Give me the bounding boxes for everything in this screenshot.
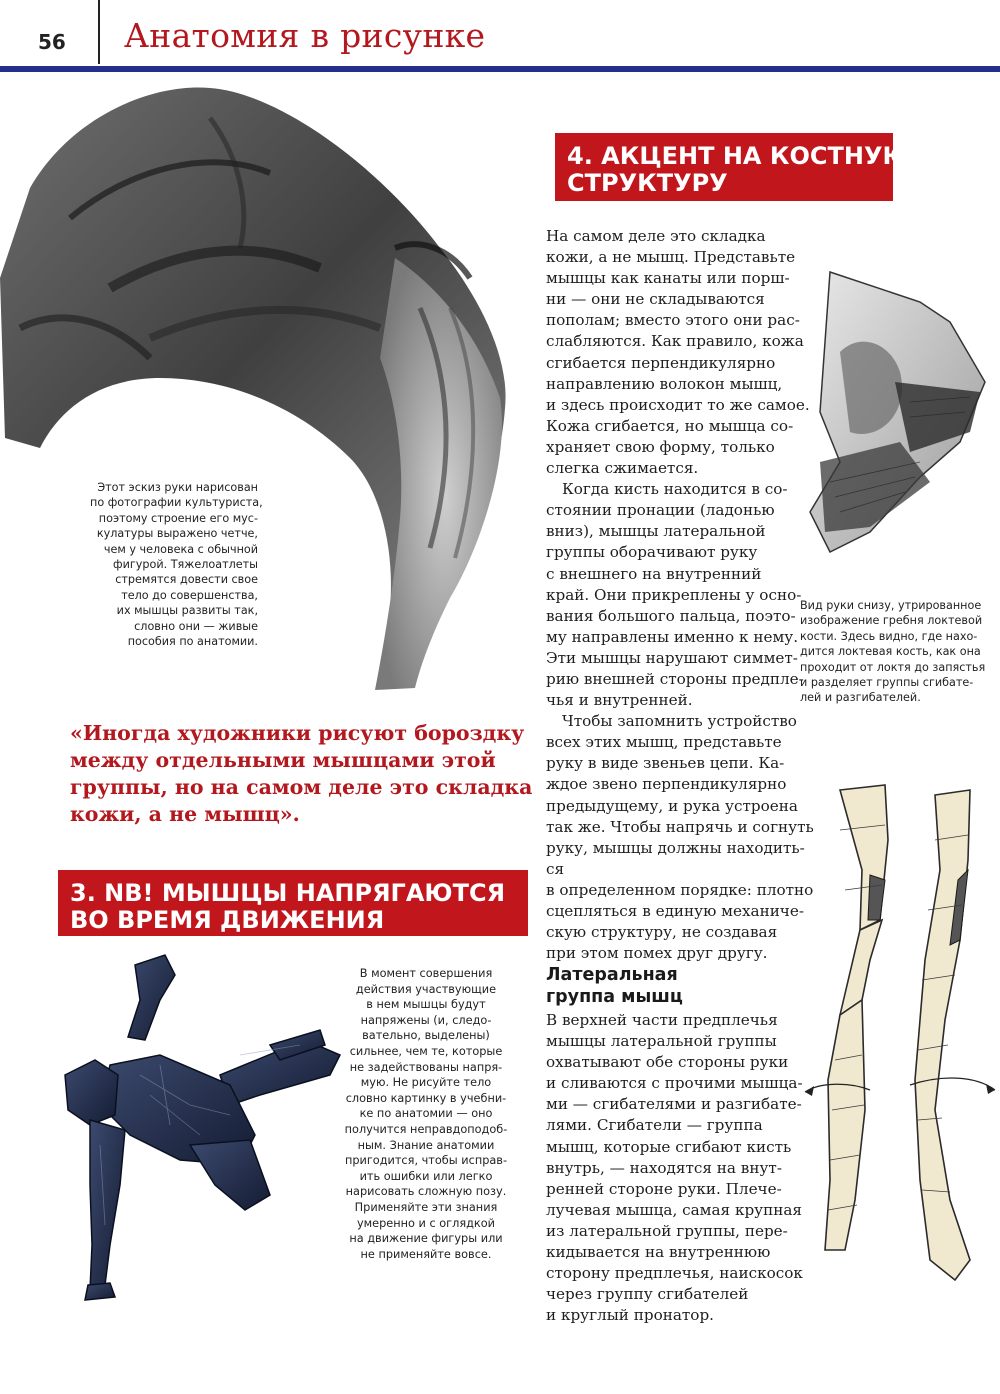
text-line: из латеральной группы, пере- [546, 1221, 788, 1240]
caption-line: фигурой. Тяжелоатлеты [113, 558, 258, 572]
text-line: лучевая мышца, самая крупная [546, 1200, 802, 1219]
section3-heading [58, 870, 528, 936]
text-line: лями. Сгибатели — группа [546, 1116, 763, 1135]
pull-quote [70, 720, 532, 828]
heading-line: СТРУКТУРУ [567, 169, 728, 197]
caption-line: тело до совершенства, [121, 588, 258, 602]
subhead-line: группа мышц [546, 987, 683, 1007]
arm-segments-illustration [800, 780, 1000, 1300]
text-line: кидывается на внутреннюю [546, 1243, 771, 1262]
quote-line: «Иногда художники рисуют бороздку [70, 721, 525, 745]
caption-line: в нем мышцы будут [366, 998, 486, 1012]
text-line: ренней стороне руки. Плече- [546, 1179, 782, 1198]
lateral-group-subhead [546, 964, 683, 1008]
caption-line: мую. Не рисуйте тело [360, 1076, 492, 1090]
text-line: На самом деле это складка [546, 227, 766, 245]
quote-line: группы, но на самом деле это складка [70, 775, 533, 799]
text-line: ми — сгибателями и разгибате- [546, 1095, 802, 1114]
subhead-line: Латеральная [546, 965, 678, 985]
text-line: с внешнего на внутренний [546, 564, 762, 583]
caption-line: стремятся довести свое [115, 573, 258, 587]
text-line: группы оборачивают руку [546, 543, 758, 562]
caption-line: изображение гребня локтевой [800, 614, 983, 628]
caption-line: не задействованы напря- [349, 1060, 503, 1074]
header-bar [0, 66, 1000, 72]
forearm-caption [800, 598, 985, 706]
text-line: слабляются. Как правило, кожа [546, 332, 804, 351]
caption-line: словно они — живые [134, 619, 258, 633]
caption-line: дится локтевая кость, как она [800, 645, 981, 659]
text-line: пополам; вместо этого они рас- [546, 311, 800, 330]
text-line: мышцы как канаты или порш- [546, 269, 790, 288]
arm-sketch-caption [90, 480, 263, 649]
caption-line: пособия по анатомии. [127, 635, 258, 649]
text-line: ся [546, 859, 565, 878]
page-title: Анатомия в рисунке [124, 16, 486, 55]
text-line: Когда кисть находится в со- [562, 480, 788, 499]
text-line: му направлены именно к нему. [546, 627, 799, 646]
caption-line: по фотографии культуриста, [90, 496, 263, 510]
heading-line: ВО ВРЕМЯ ДВИЖЕНИЯ [70, 906, 385, 934]
caption-line: их мышцы развиты так, [116, 604, 258, 618]
forearm-underside-illustration [800, 262, 1000, 562]
caption-line: чем у человека с обычной [103, 542, 258, 556]
caption-line: ке по анатомии — оно [359, 1107, 493, 1121]
paragraph [546, 226, 810, 479]
caption-line: кости. Здесь видно, где нахо- [800, 629, 978, 643]
caption-line: проходит от локтя до запястья [800, 660, 986, 674]
caption-line: вательно, выделены) [362, 1029, 490, 1043]
caption-line: словно картинку в учебни- [345, 1091, 507, 1105]
paragraph [546, 711, 814, 964]
caption-line: поэтому строение его мус- [98, 511, 258, 525]
heading-line: 3. NB! МЫШЦЫ НАПРЯГАЮТСЯ [70, 879, 506, 907]
text-line: слегка сжимается. [546, 459, 699, 478]
caption-line: на движение фигуры или [349, 1232, 503, 1246]
text-line: и здесь происходит то же самое. [546, 395, 810, 414]
quote-line: между отдельными мышцами этой [70, 748, 496, 772]
text-line: В верхней части предплечья [546, 1011, 778, 1029]
caption-line: нарисовать сложную позу. [345, 1185, 507, 1199]
page-number: 56 [38, 30, 66, 54]
caption-line: В момент совершения [359, 967, 493, 980]
text-line: и сливаются с прочими мышца- [546, 1074, 803, 1093]
text-line: предыдущему, и рука устроена [546, 796, 798, 815]
text-line: рию внешней стороны предпле- [546, 669, 804, 688]
caption-line: кулатуры выражено четче, [96, 527, 258, 541]
text-line: ждое звено перпендикулярно [546, 775, 787, 794]
text-line: при этом помех друг другу. [546, 944, 768, 963]
caption-line: ным. Знание анатомии [357, 1138, 495, 1152]
caption-line: получится неправдоподоб- [344, 1122, 508, 1136]
text-line: мышц, которые сгибают кисть [546, 1137, 792, 1156]
text-line: охватывают обе стороны руки [546, 1053, 789, 1072]
caption-line: Вид руки снизу, утрированное [800, 599, 982, 612]
text-line: мышцы латеральной группы [546, 1032, 777, 1051]
caption-line: не применяйте вовсе. [360, 1247, 492, 1261]
caption-line: лей и разгибателей. [800, 691, 921, 705]
caption-line: Применяйте эти знания [354, 1200, 498, 1214]
text-line: сцепляться в единую механиче- [546, 902, 804, 920]
heading-line: 4. АКЦЕНТ НА КОСТНУЮ [567, 142, 911, 170]
text-line: сторону предплечья, наискосок [546, 1264, 803, 1283]
lateral-group-body [546, 1010, 803, 1326]
caption-line: ить ошибки или легко [359, 1169, 493, 1183]
text-line: через группу сгибателей [546, 1285, 749, 1304]
arm-sketch-illustration [0, 78, 530, 698]
text-line: ни — они не складываются [546, 290, 765, 309]
caption-line: пригодится, чтобы исправ- [344, 1154, 508, 1168]
text-line: стоянии пронации (ладонью [546, 501, 775, 520]
text-line: край. Они прикреплены у осно- [546, 585, 802, 604]
dynamic-figure-illustration [40, 945, 350, 1315]
section4-body [546, 226, 814, 964]
header-divider [98, 0, 100, 64]
paragraph [546, 479, 804, 711]
text-line: внутрь, — находятся на внут- [546, 1158, 782, 1177]
text-line: сгибается перпендикулярно [546, 353, 776, 372]
caption-line: умеренно и с оглядкой [356, 1216, 496, 1230]
text-line: скую структуру, не создавая [546, 923, 778, 942]
text-line: всех этих мышц, представьте [546, 733, 782, 752]
caption-line: действия участвующие [355, 982, 497, 996]
quote-line: кожи, а не мышц». [70, 802, 300, 826]
text-line: чья и внутренней. [546, 691, 693, 710]
text-line: храняет свою форму, только [546, 437, 775, 456]
section3-caption [338, 966, 514, 1262]
caption-line: напряжены (и, следо- [360, 1013, 492, 1027]
text-line: Чтобы запомнить устройство [562, 712, 797, 731]
text-line: вания большого пальца, поэто- [546, 606, 796, 625]
caption-line: сильнее, чем те, которые [349, 1044, 503, 1058]
text-line: Кожа сгибается, но мышца со- [546, 416, 794, 435]
text-line: кожи, а не мышц. Представьте [546, 248, 796, 267]
caption-line: Этот эскиз руки нарисован [97, 481, 258, 494]
text-line: руку в виде звеньев цепи. Ка- [546, 754, 785, 773]
text-line: руку, мышцы должны находить- [546, 838, 805, 857]
text-line: вниз), мышцы латеральной [546, 522, 766, 541]
text-line: направлению волокон мышц, [546, 374, 783, 393]
text-line: так же. Чтобы напрячь и согнуть [546, 817, 814, 836]
section4-heading [555, 133, 911, 201]
caption-line: и разделяет группы сгибате- [800, 676, 974, 690]
text-line: в определенном порядке: плотно [546, 880, 814, 899]
text-line: Эти мышцы нарушают симмет- [546, 648, 798, 667]
text-line: и круглый пронатор. [546, 1306, 715, 1325]
